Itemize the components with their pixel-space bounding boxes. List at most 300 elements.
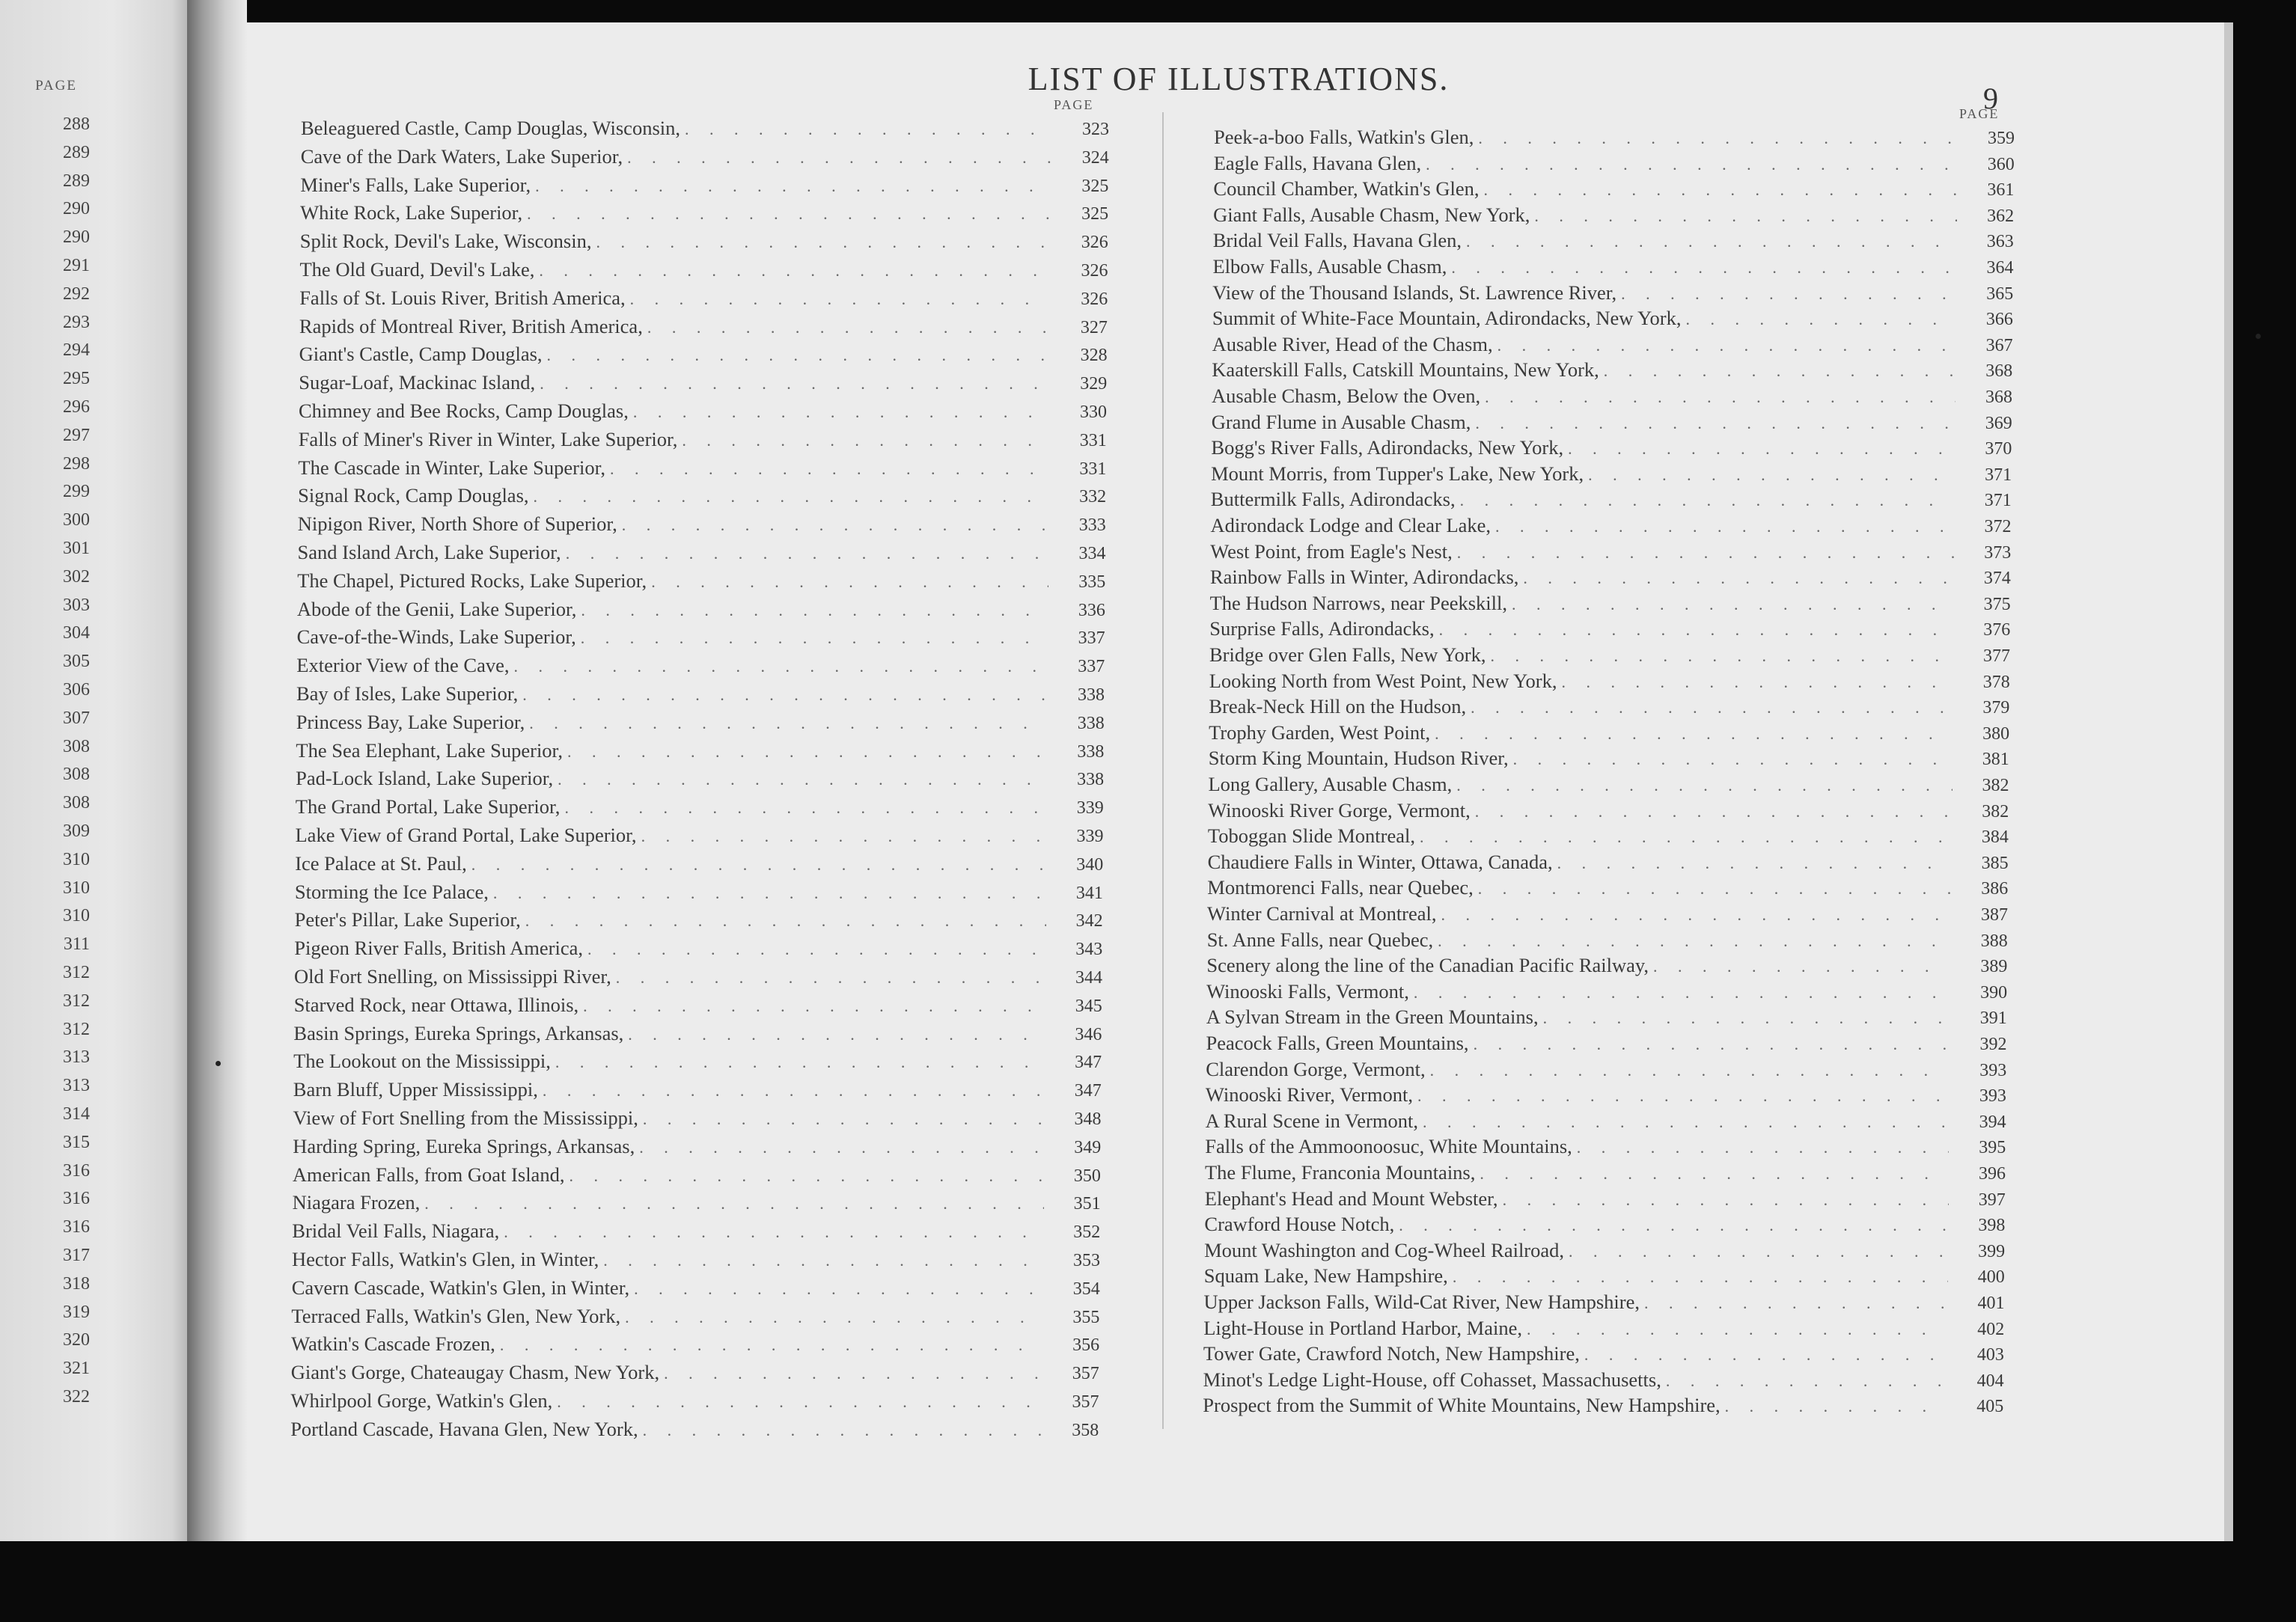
entry-title: Clarendon Gorge, Vermont, [1206, 1057, 1426, 1080]
entry-title: Terraced Falls, Watkin's Glen, New York, [291, 1304, 621, 1327]
leader-dots [1453, 1264, 1948, 1290]
entry-title: Beleaguered Castle, Camp Douglas, Wisconsin, [301, 117, 680, 139]
leader-dots [587, 937, 1045, 962]
entry-title: Nipigon River, North Shore of Superior, [297, 512, 617, 536]
entry-page: 357 [1072, 1392, 1099, 1412]
leader-dots [1414, 980, 1950, 1006]
illustration-entry [291, 1331, 1099, 1356]
leader-dots [1725, 1394, 1947, 1419]
leader-dots [535, 174, 1051, 199]
entry-page: 326 [1081, 233, 1108, 253]
leader-dots [581, 598, 1048, 623]
entry-title: The Old Guard, Devil's Lake, [299, 258, 535, 281]
entry-page: 400 [1977, 1267, 2005, 1288]
entry-title: Summit of White-Face Mountain, Adirondacks, New York, [1212, 307, 1682, 330]
leader-dots [1423, 1110, 1950, 1135]
illustration-entry [1207, 927, 2008, 952]
entry-title: View of the Thousand Islands, St. Lawrence River, [1212, 281, 1617, 304]
leader-dots [1484, 177, 1958, 203]
entry-page: 389 [1980, 957, 2008, 977]
leader-dots [1478, 876, 1952, 902]
leader-dots [504, 1219, 1043, 1245]
leader-dots [647, 315, 1051, 340]
page-number: 9 [1983, 82, 1998, 115]
leader-dots [1438, 928, 1951, 954]
entry-title: Giant Falls, Ausable Chasm, New York, [1213, 203, 1530, 226]
entry-page: 329 [1080, 374, 1108, 394]
leader-dots [534, 484, 1050, 509]
entry-title: Kaaterskill Falls, Catskill Mountains, New York, [1212, 358, 1599, 382]
previous-page-number: 314 [63, 1104, 90, 1124]
previous-page-number: 302 [63, 566, 90, 587]
leader-dots [1435, 721, 1952, 747]
leader-dots [1644, 1291, 1948, 1316]
illustration-entry [296, 709, 1105, 735]
previous-page-number: 313 [63, 1047, 90, 1068]
leader-dots [1460, 488, 1955, 513]
entry-title: Light-House in Portland Harbor, Maine, [1203, 1316, 1522, 1339]
left-column-page-header: PAGE [1054, 97, 1094, 112]
entry-page: 370 [1985, 439, 2012, 459]
leader-dots [583, 994, 1045, 1019]
entry-page: 365 [1986, 284, 2014, 304]
entry-title: Elephant's Head and Mount Webster, [1204, 1187, 1498, 1210]
illustration-entry [1205, 1160, 2006, 1185]
illustration-entry [296, 738, 1104, 763]
illustration-entry [1214, 150, 2015, 176]
previous-page-number: 308 [63, 736, 90, 756]
previous-page-number: 317 [63, 1246, 90, 1265]
leader-dots [641, 824, 1047, 849]
entry-title: Whirlpool Gorge, Watkin's Glen, [290, 1389, 553, 1412]
leader-dots [1456, 773, 1952, 798]
entry-title: Rainbow Falls in Winter, Adirondacks, [1209, 566, 1519, 589]
entry-title: Basin Springs, Eureka Springs, Arkansas, [293, 1021, 624, 1044]
illustration-entry [293, 1020, 1102, 1046]
previous-page-number: 301 [63, 539, 90, 558]
leader-dots [567, 739, 1047, 765]
entry-page: 398 [1978, 1216, 2006, 1236]
leader-dots [543, 1078, 1045, 1104]
entry-page: 344 [1075, 968, 1102, 988]
leader-dots [527, 201, 1051, 227]
illustration-entry [293, 1077, 1102, 1102]
leader-dots [1471, 695, 1952, 720]
scan-speck [2256, 334, 2261, 339]
entry-page: 369 [1985, 413, 2012, 433]
leader-dots [1621, 281, 1956, 307]
leader-dots [643, 1418, 1042, 1443]
entry-page: 343 [1075, 940, 1103, 960]
illustration-entry [300, 257, 1108, 282]
entry-page: 327 [1080, 317, 1108, 337]
leader-dots [627, 145, 1052, 171]
entry-title: Winter Carnival at Montreal, [1207, 902, 1437, 925]
leader-dots [1686, 307, 1956, 332]
entry-page: 390 [1980, 982, 2008, 1003]
entry-title: Princess Bay, Lake Superior, [296, 710, 525, 733]
entry-page: 324 [1081, 147, 1109, 168]
previous-page-number: 316 [63, 1160, 90, 1181]
previous-page-number: 288 [63, 114, 90, 134]
entry-title: Surprise Falls, Adirondacks, [1209, 617, 1435, 640]
entry-page: 348 [1074, 1110, 1102, 1129]
leader-dots [628, 1022, 1045, 1047]
entry-page: 345 [1075, 996, 1102, 1016]
entry-title: Ausable Chasm, Below the Oven, [1212, 385, 1481, 407]
entry-title: The Hudson Narrows, near Peekskill, [1209, 591, 1508, 614]
entry-page: 354 [1072, 1279, 1100, 1299]
illustration-entry [293, 1048, 1102, 1074]
leader-dots [639, 1135, 1044, 1160]
entry-page: 366 [1985, 310, 2013, 330]
entry-title: Starved Rock, near Ottawa, Illinois, [293, 993, 579, 1016]
entry-title: Chimney and Bee Rocks, Camp Douglas, [299, 400, 629, 422]
entry-title: The Sea Elephant, Lake Superior, [296, 738, 563, 762]
entry-page: 367 [1985, 335, 2013, 355]
previous-page-number: 318 [63, 1273, 90, 1294]
entry-title: Giant's Gorge, Chateaugay Chasm, New York, [290, 1361, 660, 1384]
entry-page: 394 [1979, 1112, 2006, 1132]
previous-page-number: 294 [63, 340, 90, 361]
entry-title: Upper Jackson Falls, Wild-Cat River, New Hampshire, [1203, 1291, 1640, 1313]
entry-title: Minot's Ledge Light-House, off Cohasset, Massachusetts, [1203, 1368, 1661, 1391]
entry-title: Watkin's Cascade Frozen, [291, 1332, 495, 1356]
illustration-entry [1207, 875, 2008, 900]
entry-page: 341 [1075, 883, 1103, 903]
previous-page-number: 295 [63, 369, 90, 389]
leader-dots [1466, 229, 1957, 254]
entry-page: 339 [1076, 798, 1104, 818]
leader-dots [664, 1361, 1042, 1386]
previous-page-number: 322 [63, 1387, 90, 1407]
leader-dots [634, 1276, 1043, 1302]
entry-page: 359 [1988, 129, 2015, 148]
entry-page: 363 [1986, 232, 2014, 252]
illustration-entry [1211, 486, 2012, 512]
illustration-entry [1206, 1004, 2007, 1029]
leader-dots [493, 881, 1046, 906]
illustration-entry [296, 794, 1104, 819]
entry-page: 334 [1078, 544, 1106, 563]
illustration-entry [296, 652, 1105, 678]
entry-page: 347 [1074, 1081, 1102, 1101]
entry-title: Long Gallery, Ausable Chasm, [1208, 773, 1453, 795]
entry-title: Squam Lake, New Hampshire, [1203, 1264, 1448, 1288]
entry-page: 330 [1080, 403, 1107, 422]
leader-dots [1666, 1368, 1947, 1394]
illustration-entry [1213, 176, 2014, 201]
entry-title: Scenery along the line of the Canadian Pacific Railway, [1206, 954, 1649, 977]
illustration-entry [292, 1275, 1100, 1300]
illustration-entry [1210, 590, 2011, 616]
entry-page: 391 [1979, 1009, 2007, 1029]
entry-page: 356 [1072, 1335, 1100, 1356]
entry-title: Pigeon River Falls, British America, [294, 937, 583, 960]
leader-dots [1497, 333, 1956, 358]
leader-dots [1478, 126, 1958, 151]
illustration-entry [295, 879, 1103, 905]
illustration-entry [292, 1246, 1100, 1272]
illustration-entry [1209, 642, 2010, 667]
previous-page-number: 316 [63, 1217, 90, 1237]
entry-page: 377 [1983, 646, 2010, 666]
entry-page: 395 [1979, 1138, 2006, 1158]
illustration-entry [1206, 1082, 2006, 1107]
previous-page-header: PAGE [35, 78, 77, 94]
entry-title: Bridal Veil Falls, Havana Glen, [1212, 229, 1462, 252]
entry-title: Prospect from the Summit of White Mountains, New Hampshire, [1203, 1394, 1721, 1417]
entry-title: Winooski Falls, Vermont, [1206, 979, 1409, 1003]
entry-title: Ice Palace at St. Paul, [295, 851, 467, 875]
entry-page: 402 [1977, 1319, 2005, 1339]
previous-page-number: 312 [63, 1019, 90, 1039]
illustration-entry [1204, 1211, 2005, 1237]
entry-title: Harding Spring, Eureka Springs, Arkansas, [293, 1134, 635, 1157]
illustration-entry [1204, 1263, 2005, 1288]
entry-page: 326 [1081, 261, 1108, 281]
leader-dots [1503, 1187, 1949, 1213]
illustration-entry [301, 115, 1109, 141]
entry-page: 364 [1986, 258, 2014, 278]
illustration-entry [296, 681, 1105, 706]
entry-title: Looking North from West Point, New York, [1209, 669, 1557, 692]
entry-title: Chaudiere Falls in Winter, Ottawa, Canada, [1207, 850, 1553, 873]
illustration-entry [298, 455, 1106, 480]
illustration-entry [1206, 1056, 2006, 1082]
illustration-entry [300, 172, 1108, 198]
previous-page-number: 303 [63, 595, 90, 615]
illustration-entry [1206, 1030, 2007, 1056]
leader-dots [539, 258, 1051, 284]
illustration-entry [1209, 694, 2009, 719]
entry-title: Falls of the Ammoonoosuc, White Mountains, [1205, 1135, 1572, 1158]
illustration-entry [1205, 1133, 2006, 1159]
entry-page: 358 [1072, 1420, 1099, 1440]
entry-title: Rapids of Montreal River, British America, [299, 314, 643, 337]
entry-page: 374 [1983, 569, 2011, 589]
entry-page: 396 [1979, 1164, 2006, 1184]
previous-page-number: 316 [63, 1189, 90, 1209]
previous-page-number: 307 [63, 708, 90, 728]
illustration-entry [1203, 1315, 2004, 1341]
leader-dots [1513, 747, 1952, 772]
previous-page-number: 292 [63, 284, 90, 304]
entry-title: Storming the Ice Palace, [294, 880, 489, 903]
leader-dots [1523, 566, 1953, 591]
entry-title: Crawford House Notch, [1204, 1213, 1395, 1236]
entry-title: White Rock, Lake Superior, [300, 201, 523, 224]
leader-dots [513, 654, 1048, 679]
entry-page: 372 [1984, 517, 2012, 536]
entry-title: Adirondack Lodge and Clear Lake, [1210, 514, 1492, 536]
entry-page: 360 [1987, 154, 2015, 174]
illustration-entry [1209, 720, 2009, 745]
entry-title: Exterior View of the Cave, [296, 654, 510, 677]
illustration-entry [1206, 1108, 2006, 1133]
entry-title: West Point, from Eagle's Nest, [1210, 539, 1453, 563]
page-title: LIST OF ILLUSTRATIONS. [1028, 61, 1450, 97]
previous-page-number: 319 [63, 1302, 90, 1322]
entry-page: 352 [1073, 1222, 1101, 1243]
leader-dots [555, 1050, 1045, 1075]
leader-dots [610, 456, 1049, 482]
right-column-page-header: PAGE [1959, 106, 2000, 121]
scan-speck [216, 1061, 221, 1066]
entry-page: 371 [1984, 491, 2012, 511]
entry-title: Montmorenci Falls, near Quebec, [1207, 876, 1474, 899]
illustration-entry [298, 483, 1106, 508]
illustration-entry [1203, 1392, 2003, 1418]
entry-page: 335 [1078, 572, 1106, 592]
leader-dots [1495, 514, 1954, 539]
illustration-entry [291, 1388, 1099, 1413]
entry-page: 340 [1076, 854, 1104, 875]
entry-page: 393 [1979, 1060, 2007, 1080]
entry-page: 338 [1077, 770, 1105, 790]
entry-title: The Cascade in Winter, Lake Superior, [298, 456, 605, 479]
illustration-entry [1211, 461, 2012, 486]
illustration-entry [1203, 1341, 2004, 1366]
illustration-entry [1206, 979, 2007, 1004]
illustration-entry [1212, 305, 2013, 331]
entry-title: Toboggan Slide Montreal, [1207, 824, 1415, 848]
illustration-entry [299, 313, 1108, 339]
leader-dots [596, 230, 1051, 255]
entry-title: Council Chamber, Watkin's Glen, [1213, 177, 1480, 201]
entry-title: Barn Bluff, Upper Mississippi, [293, 1078, 538, 1101]
previous-page-number: 291 [63, 256, 90, 275]
entry-page: 338 [1077, 741, 1105, 762]
leader-dots [682, 428, 1049, 453]
entry-page: 376 [1983, 620, 2011, 640]
entry-page: 373 [1984, 542, 2012, 563]
illustration-entry [1212, 409, 2012, 435]
entry-title: Cave of the Dark Waters, Lake Superior, [300, 144, 623, 168]
entry-title: The Flume, Franconia Mountains, [1205, 1161, 1476, 1184]
illustration-entry [293, 1162, 1101, 1187]
illustration-entry [1211, 512, 2012, 538]
entry-title: Lake View of Grand Portal, Lake Superior, [295, 824, 637, 846]
illustration-entry [1213, 254, 2014, 279]
previous-page-number: 304 [63, 623, 90, 643]
previous-page-number: 305 [63, 652, 90, 672]
entry-page: 349 [1074, 1137, 1102, 1157]
leader-dots [1512, 592, 1954, 617]
illustration-entry [293, 1133, 1101, 1159]
entry-page: 338 [1077, 713, 1105, 733]
leader-dots [529, 711, 1047, 736]
entry-page: 379 [1982, 698, 2010, 718]
column-divider [1162, 112, 1164, 1429]
leader-dots [1439, 617, 1954, 643]
entry-title: Miner's Falls, Lake Superior, [300, 173, 531, 196]
entry-title: Buttermilk Falls, Adirondacks, [1210, 488, 1456, 511]
leader-dots [622, 512, 1049, 538]
entry-page: 326 [1081, 289, 1108, 309]
entry-title: Storm King Mountain, Hudson River, [1208, 747, 1509, 770]
entry-page: 368 [1985, 388, 2012, 407]
previous-page-number: 293 [63, 312, 90, 332]
previous-page-number: 308 [63, 765, 90, 785]
entry-page: 353 [1073, 1251, 1100, 1270]
entry-title: Peek-a-boo Falls, Watkin's Glen, [1214, 126, 1474, 148]
entry-page: 332 [1079, 487, 1107, 507]
entry-page: 355 [1072, 1307, 1100, 1327]
entry-page: 337 [1078, 628, 1105, 649]
illustration-entry [294, 935, 1102, 961]
previous-page-number: 311 [63, 934, 90, 955]
illustration-entry [294, 964, 1102, 989]
illustrations-page [247, 22, 2230, 1541]
illustration-entry [1209, 616, 2010, 641]
illustration-entry [297, 624, 1105, 649]
entry-page: 346 [1075, 1024, 1102, 1044]
illustration-entry [297, 568, 1105, 593]
entry-title: Cavern Cascade, Watkin's Glen, in Winter, [291, 1276, 630, 1299]
entry-title: Signal Rock, Camp Douglas, [298, 484, 529, 507]
leader-dots [1604, 358, 1956, 384]
entry-title: A Rural Scene in Vermont, [1205, 1109, 1418, 1132]
leader-dots [1426, 152, 1958, 177]
entry-page: 361 [1987, 180, 2015, 201]
entry-page: 384 [1981, 827, 2009, 848]
previous-page-number: 306 [63, 680, 90, 700]
entry-title: Ausable River, Head of the Chasm, [1212, 332, 1493, 355]
previous-page-number: 290 [63, 227, 90, 248]
leader-dots [558, 767, 1047, 792]
entry-title: Mount Washington and Cog-Wheel Railroad, [1204, 1238, 1565, 1261]
leader-dots [630, 287, 1051, 312]
leader-dots [1475, 799, 1952, 824]
entry-page: 328 [1080, 346, 1108, 366]
entry-page: 325 [1081, 176, 1109, 196]
entry-title: Bridge over Glen Falls, New York, [1209, 643, 1486, 666]
entry-title: Break-Neck Hill on the Hudson, [1209, 695, 1467, 718]
entry-title: Mount Morris, from Tupper's Lake, New York, [1211, 462, 1584, 485]
illustration-entry [1207, 901, 2008, 926]
entry-title: Cave-of-the-Winds, Lake Superior, [296, 625, 576, 649]
entry-page: 331 [1079, 459, 1107, 479]
leader-dots [547, 343, 1051, 368]
previous-page-number: 297 [63, 425, 90, 445]
leader-dots [566, 541, 1049, 566]
entry-page: 378 [1982, 672, 2010, 692]
leader-dots [1569, 1239, 1948, 1264]
previous-page-number: 300 [63, 510, 90, 530]
entry-title: Split Rock, Devil's Lake, Wisconsin, [299, 230, 592, 253]
entry-page: 399 [1978, 1241, 2006, 1261]
leader-dots [1562, 670, 1953, 695]
illustration-entry [294, 992, 1102, 1017]
entry-page: 375 [1983, 594, 2011, 614]
entry-title: Hector Falls, Watkin's Glen, in Winter, [292, 1248, 599, 1270]
entry-page: 393 [1979, 1086, 2006, 1107]
leader-dots [424, 1191, 1043, 1216]
illustration-entry [296, 765, 1104, 791]
leader-dots [557, 1389, 1042, 1415]
entry-title: Winooski River, Vermont, [1205, 1083, 1413, 1107]
illustration-entry [1212, 357, 2012, 382]
entry-page: 333 [1078, 515, 1106, 536]
entry-title: Peacock Falls, Green Mountains, [1206, 1032, 1469, 1054]
entry-page: 357 [1072, 1364, 1099, 1384]
previous-page-number: 296 [63, 397, 90, 417]
entry-title: Eagle Falls, Havana Glen, [1213, 151, 1422, 174]
entry-page: 385 [1981, 853, 2009, 873]
leader-dots [633, 400, 1050, 425]
entry-page: 403 [1976, 1345, 2004, 1365]
